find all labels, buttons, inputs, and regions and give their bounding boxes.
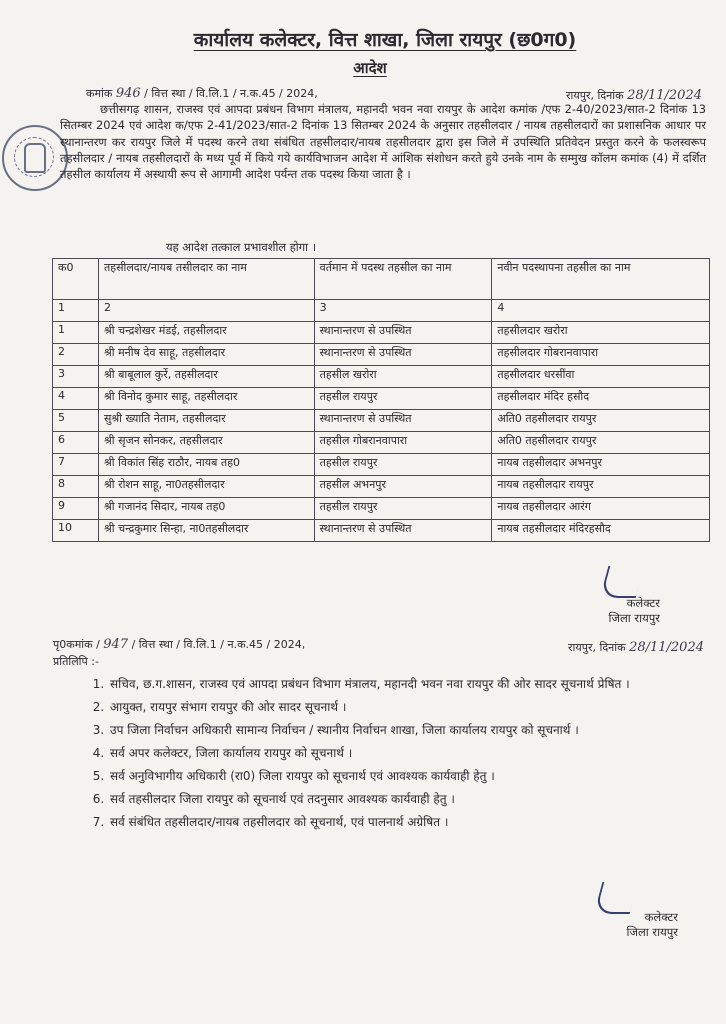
table-row — [53, 322, 710, 344]
header-new-tehsil: नवीन पदस्थापना तहसील का नाम — [492, 259, 710, 300]
row-new-tehsil: तहसीलदार धरसींवा — [492, 366, 710, 388]
list-item: 6. सर्व तहसीलदार जिला रायपुर को सूचनार्थ एवं तदनुसार आवश्यक कार्यवाही हेतु । — [108, 789, 708, 809]
row-officer-name: श्री मनीष देव साहू, तहसीलदार — [98, 344, 314, 366]
row-officer-name: श्री चन्द्रकुमार सिन्हा, ना0तहसीलदार — [98, 520, 314, 542]
order-body-text: छत्तीसगढ़ शासन, राजस्व एवं आपदा प्रबंधन विभाग मंत्रालय, महानदी भवन नवा रायपुर के आदेश कमांक /एफ 2-40/2023/सात-2 दिनांक 13 सितम्बर 2024 एवं आदेश क/एफ 2-41/2023/सात-2 दिनांक 13 सितम्बर 2024 के अनुसार तहसीलदार / नायब तहसीलदारों का प्रशासनिक आधार पर स्थानान्तरण कर रायपुर जिले में पदस्थ करने तथा संबंधित तहसीलदार/नायब तहसीलदार द्वारा इस जिले में उपस्थिति प्रतिवेदन प्रस्तुत करने के फलस्वरूप तहसीलदार / नायब तहसीलदारों के मध्य पूर्व में किये गये कार्यविभाजन आदेश में आंशिक संशोधन करते हुये उनके नाम के सम्मुख कॉलम कमांक (4) में दर्शित तहसील कार्यालय में अस्थायी रूप से आगामी आदेश पर्यन्त तक पदस्थ किया जाता है । — [60, 102, 706, 182]
posting-table — [52, 258, 710, 542]
copy-reference — [53, 637, 305, 652]
row-new-tehsil: नायब तहसीलदार मंदिरहसौद — [492, 520, 710, 542]
office-heading: कार्यालय कलेक्टर, वित्त शाखा, जिला रायपुर (छ0ग0) — [193, 29, 577, 51]
row-serial: 6 — [53, 432, 99, 454]
ref-number: 946 — [115, 86, 141, 101]
row-current-tehsil: स्थानान्तरण से उपस्थित — [314, 520, 492, 542]
row-serial: 8 — [53, 476, 99, 498]
signature-designation: कलेक्टर — [626, 596, 660, 610]
signature-district: जिला रायपुर — [608, 611, 660, 625]
column-number: 2 — [98, 300, 314, 322]
row-officer-name: श्री बाबूलाल कुर्रे, तहसीलदार — [98, 366, 314, 388]
copy-ref-label: पृ0कमांक / — [53, 638, 100, 651]
copy-date-label: रायपुर, दिनांक — [568, 641, 626, 654]
row-serial: 7 — [53, 454, 99, 476]
table-row — [53, 344, 710, 366]
header-current-tehsil: वर्तमान में पदस्थ तहसील का नाम — [314, 259, 492, 300]
row-new-tehsil: नायब तहसीलदार अभनपुर — [492, 454, 710, 476]
list-item: 4. सर्व अपर कलेक्टर, जिला कार्यालय रायपुर को सूचनार्थ । — [108, 743, 708, 763]
table-row — [53, 454, 710, 476]
date-label: रायपुर, दिनांक — [566, 89, 624, 102]
row-current-tehsil: तहसील रायपुर — [314, 388, 492, 410]
row-current-tehsil: तहसील अभनपुर — [314, 476, 492, 498]
ref-text: / वित्त स्था / वि.लि.1 / न.क.45 / 2024, — [144, 87, 318, 100]
row-current-tehsil: तहसील खरोरा — [314, 366, 492, 388]
column-number: 3 — [314, 300, 492, 322]
row-officer-name: श्री चन्द्रशेखर मंडई, तहसीलदार — [98, 322, 314, 344]
row-officer-name: श्री सृजन सोनकर, तहसीलदार — [98, 432, 314, 454]
row-serial: 10 — [53, 520, 99, 542]
row-officer-name: श्री विनोद कुमार साहू, तहसीलदार — [98, 388, 314, 410]
date-value: 28/11/2024 — [627, 88, 702, 103]
row-officer-name: सुश्री ख्याति नेताम, तहसीलदार — [98, 410, 314, 432]
table-row — [53, 498, 710, 520]
table-row — [53, 410, 710, 432]
row-new-tehsil: तहसीलदार खरोरा — [492, 322, 710, 344]
copy-ref-number: 947 — [103, 637, 129, 652]
signature-district: जिला रायपुर — [626, 925, 678, 939]
copy-recipient-list — [86, 674, 708, 835]
row-current-tehsil: स्थानान्तरण से उपस्थित — [314, 410, 492, 432]
row-current-tehsil: तहसील गोबरानवापारा — [314, 432, 492, 454]
list-item: 2. आयुक्त, रायपुर संभाग रायपुर की ओर सादर सूचनार्थ । — [108, 697, 708, 717]
order-heading: आदेश — [353, 59, 387, 77]
row-officer-name: श्री रोशन साहू, ना0तहसीलदार — [98, 476, 314, 498]
signature-block — [608, 596, 660, 626]
signature-designation: कलेक्टर — [644, 910, 678, 924]
list-item: 7. सर्व संबंधित तहसीलदार/नायब तहसीलदार को सूचनार्थ, एवं पालनार्थ अग्रेषित । — [108, 812, 708, 832]
order-reference — [86, 86, 318, 101]
copy-ref-text: / वित्त स्था / वि.लि.1 / न.क.45 / 2024, — [131, 638, 306, 651]
row-new-tehsil: तहसीलदार मंदिर हसौद — [492, 388, 710, 410]
row-current-tehsil: तहसील रायपुर — [314, 454, 492, 476]
table-row — [53, 388, 710, 410]
emblem-icon — [24, 143, 46, 173]
copy-to-label: प्रतिलिपि :- — [53, 655, 99, 668]
row-serial: 9 — [53, 498, 99, 520]
order-body — [60, 101, 706, 182]
row-new-tehsil: अति0 तहसीलदार रायपुर — [492, 410, 710, 432]
row-new-tehsil: नायब तहसीलदार रायपुर — [492, 476, 710, 498]
column-number: 4 — [492, 300, 710, 322]
list-item: 3. उप जिला निर्वाचन अधिकारी सामान्य निर्वाचन / स्थानीय निर्वाचन शाखा, जिला कार्यालय रायपुर को सूचनार्थ । — [108, 720, 708, 740]
copy-date-value: 28/11/2024 — [629, 640, 704, 655]
signature-block-copy — [626, 910, 678, 940]
row-current-tehsil: स्थानान्तरण से उपस्थित — [314, 344, 492, 366]
row-serial: 2 — [53, 344, 99, 366]
row-current-tehsil: तहसील रायपुर — [314, 498, 492, 520]
table-row — [53, 366, 710, 388]
row-officer-name: श्री गजानंद सिदार, नायब तह0 — [98, 498, 314, 520]
row-serial: 5 — [53, 410, 99, 432]
row-new-tehsil: तहसीलदार गोबरानवापारा — [492, 344, 710, 366]
row-current-tehsil: स्थानान्तरण से उपस्थित — [314, 322, 492, 344]
header-officer-name: तहसीलदार/नायब तसीलदार का नाम — [98, 259, 314, 300]
effect-statement: यह आदेश तत्काल प्रभावशील होगा । — [166, 240, 317, 254]
row-serial: 4 — [53, 388, 99, 410]
row-serial: 3 — [53, 366, 99, 388]
list-item: 1. सचिव, छ.ग.शासन, राजस्व एवं आपदा प्रबंधन विभाग मंत्रालय, महानदी भवन नवा रायपुर की ओर सादर सूचनार्थ प्रेषित । — [108, 674, 708, 694]
table-header-row — [53, 259, 710, 300]
table-row — [53, 520, 710, 542]
list-item: 5. सर्व अनुविभागीय अधिकारी (रा0) जिला रायपुर को सूचनार्थ एवं आवश्यक कार्यवाही हेतु । — [108, 766, 708, 786]
column-number: 1 — [53, 300, 99, 322]
ref-label: कमांक — [86, 87, 113, 100]
row-serial: 1 — [53, 322, 99, 344]
copy-date — [568, 640, 704, 655]
column-number-row — [53, 300, 710, 322]
signature-scribble — [600, 566, 645, 598]
table-row — [53, 432, 710, 454]
row-officer-name: श्री विकांत सिंह राठौर, नायब तह0 — [98, 454, 314, 476]
row-new-tehsil: अति0 तहसीलदार रायपुर — [492, 432, 710, 454]
table-row — [53, 476, 710, 498]
row-new-tehsil: नायब तहसीलदार आरंग — [492, 498, 710, 520]
office-seal-stamp — [2, 125, 68, 191]
header-serial: क0 — [53, 259, 99, 300]
